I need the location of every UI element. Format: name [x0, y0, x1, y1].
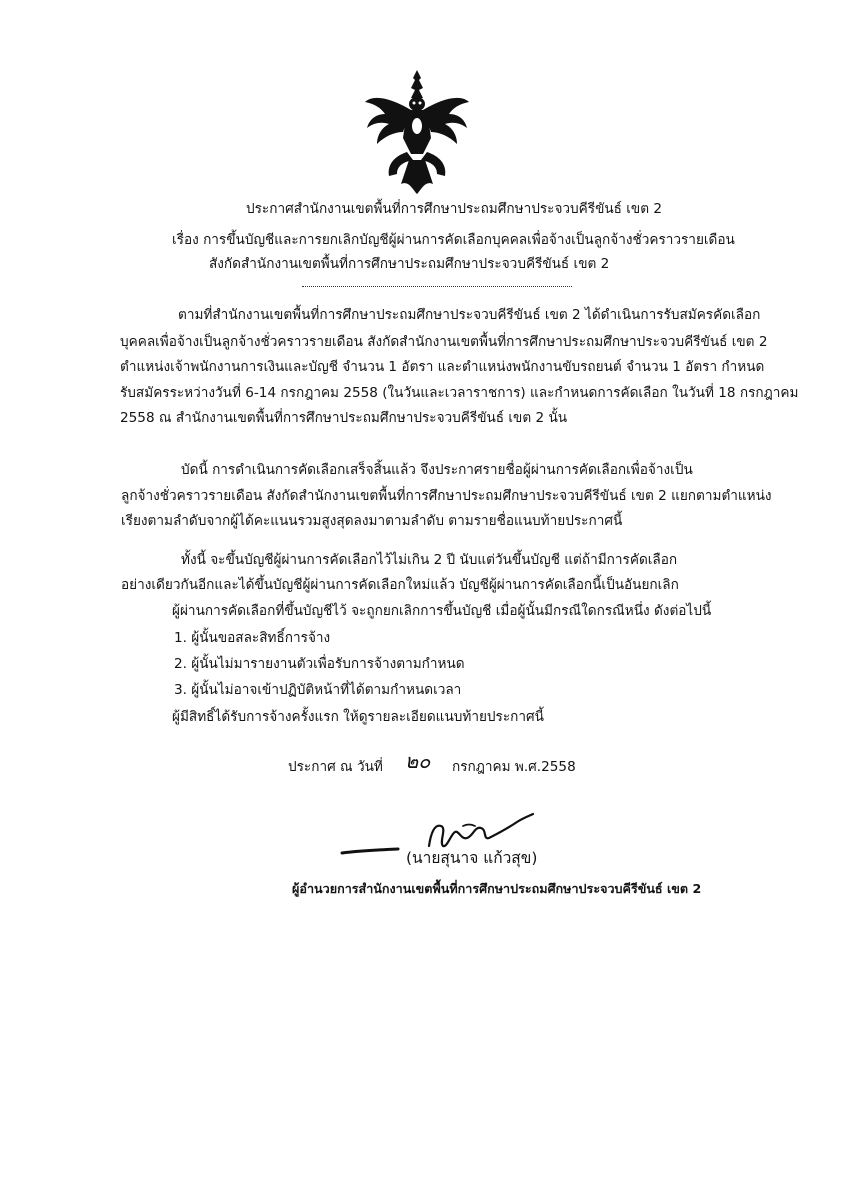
- announce-date-prefix: ประกาศ ณ วันที่: [288, 759, 383, 775]
- condition-item-3: 3. ผู้นั้นไม่อาจเข้าปฏิบัติหน้าที่ได้ตามกำหนดเวลา: [174, 682, 462, 698]
- para1-line5: 2558 ณ สำนักงานเขตพื้นที่การศึกษาประถมศึกษาประจวบคีรีขันธ์ เขต 2 นั้น: [120, 410, 568, 426]
- announce-date-suffix: กรกฎาคม พ.ศ.2558: [452, 759, 576, 775]
- para2-line1: บัดนี้ การดำเนินการคัดเลือกเสร็จสิ้นแล้ว จึงประกาศรายชื่อผู้ผ่านการคัดเลือกเพื่อจ้างเป็น: [181, 462, 693, 478]
- para2-line2: ลูกจ้างชั่วคราวรายเดือน สังกัดสำนักงานเขตพื้นที่การศึกษาประถมศึกษาประจวบคีรีขันธ์ เขต 2 แยกตามตำแหน่ง: [121, 488, 772, 504]
- para2-line3: เรียงตามลำดับจากผู้ได้คะแนนรวมสูงสุดลงมาตามลำดับ ตามรายชื่อแนบท้ายประกาศนี้: [121, 513, 623, 529]
- closing-line: ผู้มีสิทธิ์ได้รับการจ้างครั้งแรก ให้ดูรายละเอียดแนบท้ายประกาศนี้: [172, 709, 544, 725]
- para3-line3: ผู้ผ่านการคัดเลือกที่ขึ้นบัญชีไว้ จะถูกยกเลิกการขึ้นบัญชี เมื่อผู้นั้นมีกรณีใดกรณีหนึ่ง ดังต่อไปนี้: [172, 603, 712, 619]
- para1-line4: รับสมัครระหว่างวันที่ 6-14 กรกฎาคม 2558 (ในวันและเวลาราชการ) และกำหนดการคัดเลือก ในวันที่ 18 กรกฎาคม: [120, 385, 799, 401]
- signatory-name: (นายสุนาจ แก้วสุข): [406, 849, 538, 867]
- para1-line1: ตามที่สำนักงานเขตพื้นที่การศึกษาประถมศึกษาประจวบคีรีขันธ์ เขต 2 ได้ดำเนินการรับสมัครคัดเลือก: [178, 307, 761, 323]
- announcement-subject-line2: สังกัดสำนักงานเขตพื้นที่การศึกษาประถมศึกษาประจวบคีรีขันธ์ เขต 2: [209, 256, 610, 272]
- announcement-subject: เรื่อง การขึ้นบัญชีและการยกเลิกบัญชีผู้ผ่านการคัดเลือกบุคคลเพื่อจ้างเป็นลูกจ้างชั่วคราวรายเดือน: [172, 232, 735, 248]
- garuda-emblem-icon: [361, 68, 473, 196]
- header-divider: [302, 286, 572, 287]
- para3-line1: ทั้งนี้ จะขึ้นบัญชีผู้ผ่านการคัดเลือกไว้ไม่เกิน 2 ปี นับแต่วันขึ้นบัญชี แต่ถ้ามีการคัดเลือก: [181, 552, 678, 568]
- condition-item-1: 1. ผู้นั้นขอสละสิทธิ์การจ้าง: [174, 630, 331, 646]
- signature-dash: [340, 846, 400, 856]
- announce-date-day: ๒๐: [405, 749, 431, 773]
- condition-item-2: 2. ผู้นั้นไม่มารายงานตัวเพื่อรับการจ้างตามกำหนด: [174, 656, 465, 672]
- signatory-position: ผู้อำนวยการสำนักงานเขตพื้นที่การศึกษาประถมศึกษาประจวบคีรีขันธ์ เขต 2: [292, 881, 702, 896]
- para1-line3: ตำแหน่งเจ้าพนักงานการเงินและบัญชี จำนวน 1 อัตรา และตำแหน่งพนักงานขับรถยนต์ จำนวน 1 อัตรา กำหนด: [120, 359, 765, 375]
- handwritten-signature: [425, 812, 535, 852]
- para3-line2: อย่างเดียวกันอีกและได้ขึ้นบัญชีผู้ผ่านการคัดเลือกใหม่แล้ว บัญชีผู้ผ่านการคัดเลือกนี้เป็นอันยกเลิก: [121, 577, 679, 593]
- announcement-title: ประกาศสำนักงานเขตพื้นที่การศึกษาประถมศึกษาประจวบคีรีขันธ์ เขต 2: [246, 201, 663, 217]
- para1-line2: บุคคลเพื่อจ้างเป็นลูกจ้างชั่วคราวรายเดือน สังกัดสำนักงานเขตพื้นที่การศึกษาประถมศึกษาประจวบคีรีขันธ์ เขต 2: [120, 334, 768, 350]
